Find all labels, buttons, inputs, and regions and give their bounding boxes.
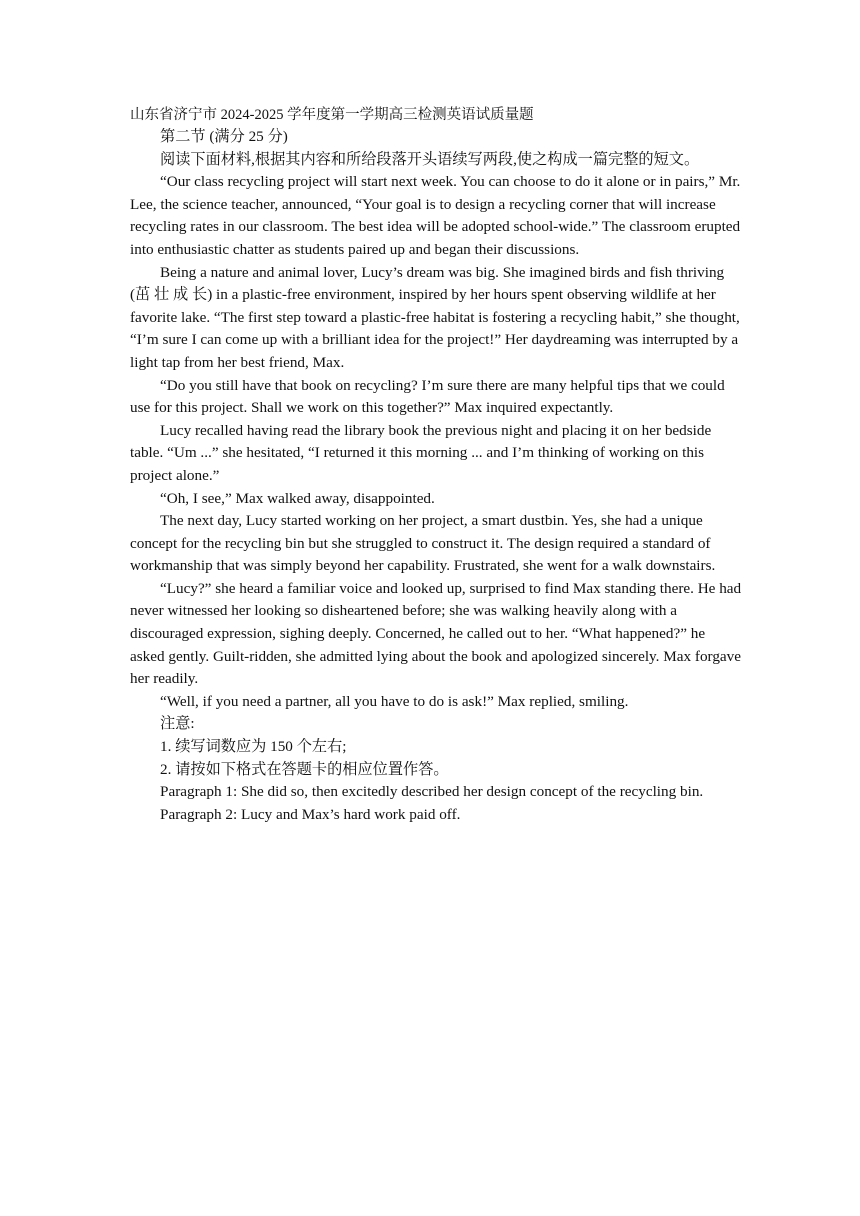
notes-label: 注意:	[160, 715, 195, 733]
section-instruction: 阅读下面材料,根据其内容和所给段落开头语续写两段,使之构成一篇完整的短文。	[160, 150, 700, 168]
exam-source-line: 山东省济宁市 2024-2025 学年度第一学期高三检测英语试质量题	[130, 107, 534, 123]
story-paragraph-5: “Oh, I see,” Max walked away, disappointed.	[160, 489, 435, 507]
story-paragraph-6: The next day, Lucy started working on her project, a smart dustbin. Yes, she had a unique concept for the recycling bin but she struggled to construct it. The design required a standard of workmanship that was simply beyond her capability. Frustrated, she went for a walk downstairs.	[130, 512, 716, 575]
story-paragraph-1: “Our class recycling project will start next week. You can choose to do it alone or in pairs,” Mr. Lee, the science teacher, announced, “Your goal is to design a recycling corner that will increase recycling rates in our classroom. The best idea will be adopted school-wide.” The classroom erupted into enthusiastic chatter as students paired up and began their discussions.	[130, 173, 741, 258]
paragraph-2-prompt: Paragraph 2: Lucy and Max’s hard work paid off.	[160, 805, 461, 823]
story-paragraph-2: Being a nature and animal lover, Lucy’s dream was big. She imagined birds and fish thriving (茁 壮 成 长) in a plastic-free environment, inspired by her hours spent observing wildlife at her favorite lake. “The first step toward a plastic-free habitat is fostering a recycling habit,” she thought, “I’m sure I can come up with a brilliant idea for the project!” Her daydreaming was interrupted by a light tap from her best friend, Max.	[130, 263, 740, 371]
story-text	[130, 171, 742, 713]
story-paragraph-7: “Lucy?” she heard a familiar voice and looked up, surprised to find Max standing there. He had never witnessed her looking so disheartened before; she was walking heavily along with a discouraged expression, sighing deeply. Concerned, he called out to her. “What happened?” he asked gently. Guilt-ridden, she admitted lying about the book and apologized sincerely. Max forgave her readily.	[130, 579, 742, 688]
section-title: 第二节 (满分 25 分)	[160, 128, 288, 145]
paragraph-1-prompt: Paragraph 1: She did so, then excitedly described her design concept of the recycling bin.	[160, 783, 704, 801]
story-paragraph-4: Lucy recalled having read the library book the previous night and placing it on her bedside table. “Um ...” she hesitated, “I returned it this morning ... and I’m thinking of working on this project alone.”	[130, 421, 712, 484]
continuation-prompts	[130, 781, 742, 826]
exam-page	[130, 104, 742, 826]
story-paragraph-8: “Well, if you need a partner, all you have to do is ask!” Max replied, smiling.	[160, 692, 629, 710]
story-paragraph-3: “Do you still have that book on recycling? I’m sure there are many helpful tips that we could use for this project. Shall we work on this together?” Max inquired expectantly.	[130, 376, 725, 417]
note-item-2: 2. 请按如下格式在答题卡的相应位置作答。	[160, 760, 449, 778]
note-item-1: 1. 续写词数应为 150 个左右;	[160, 738, 347, 756]
notes-block	[130, 713, 742, 781]
